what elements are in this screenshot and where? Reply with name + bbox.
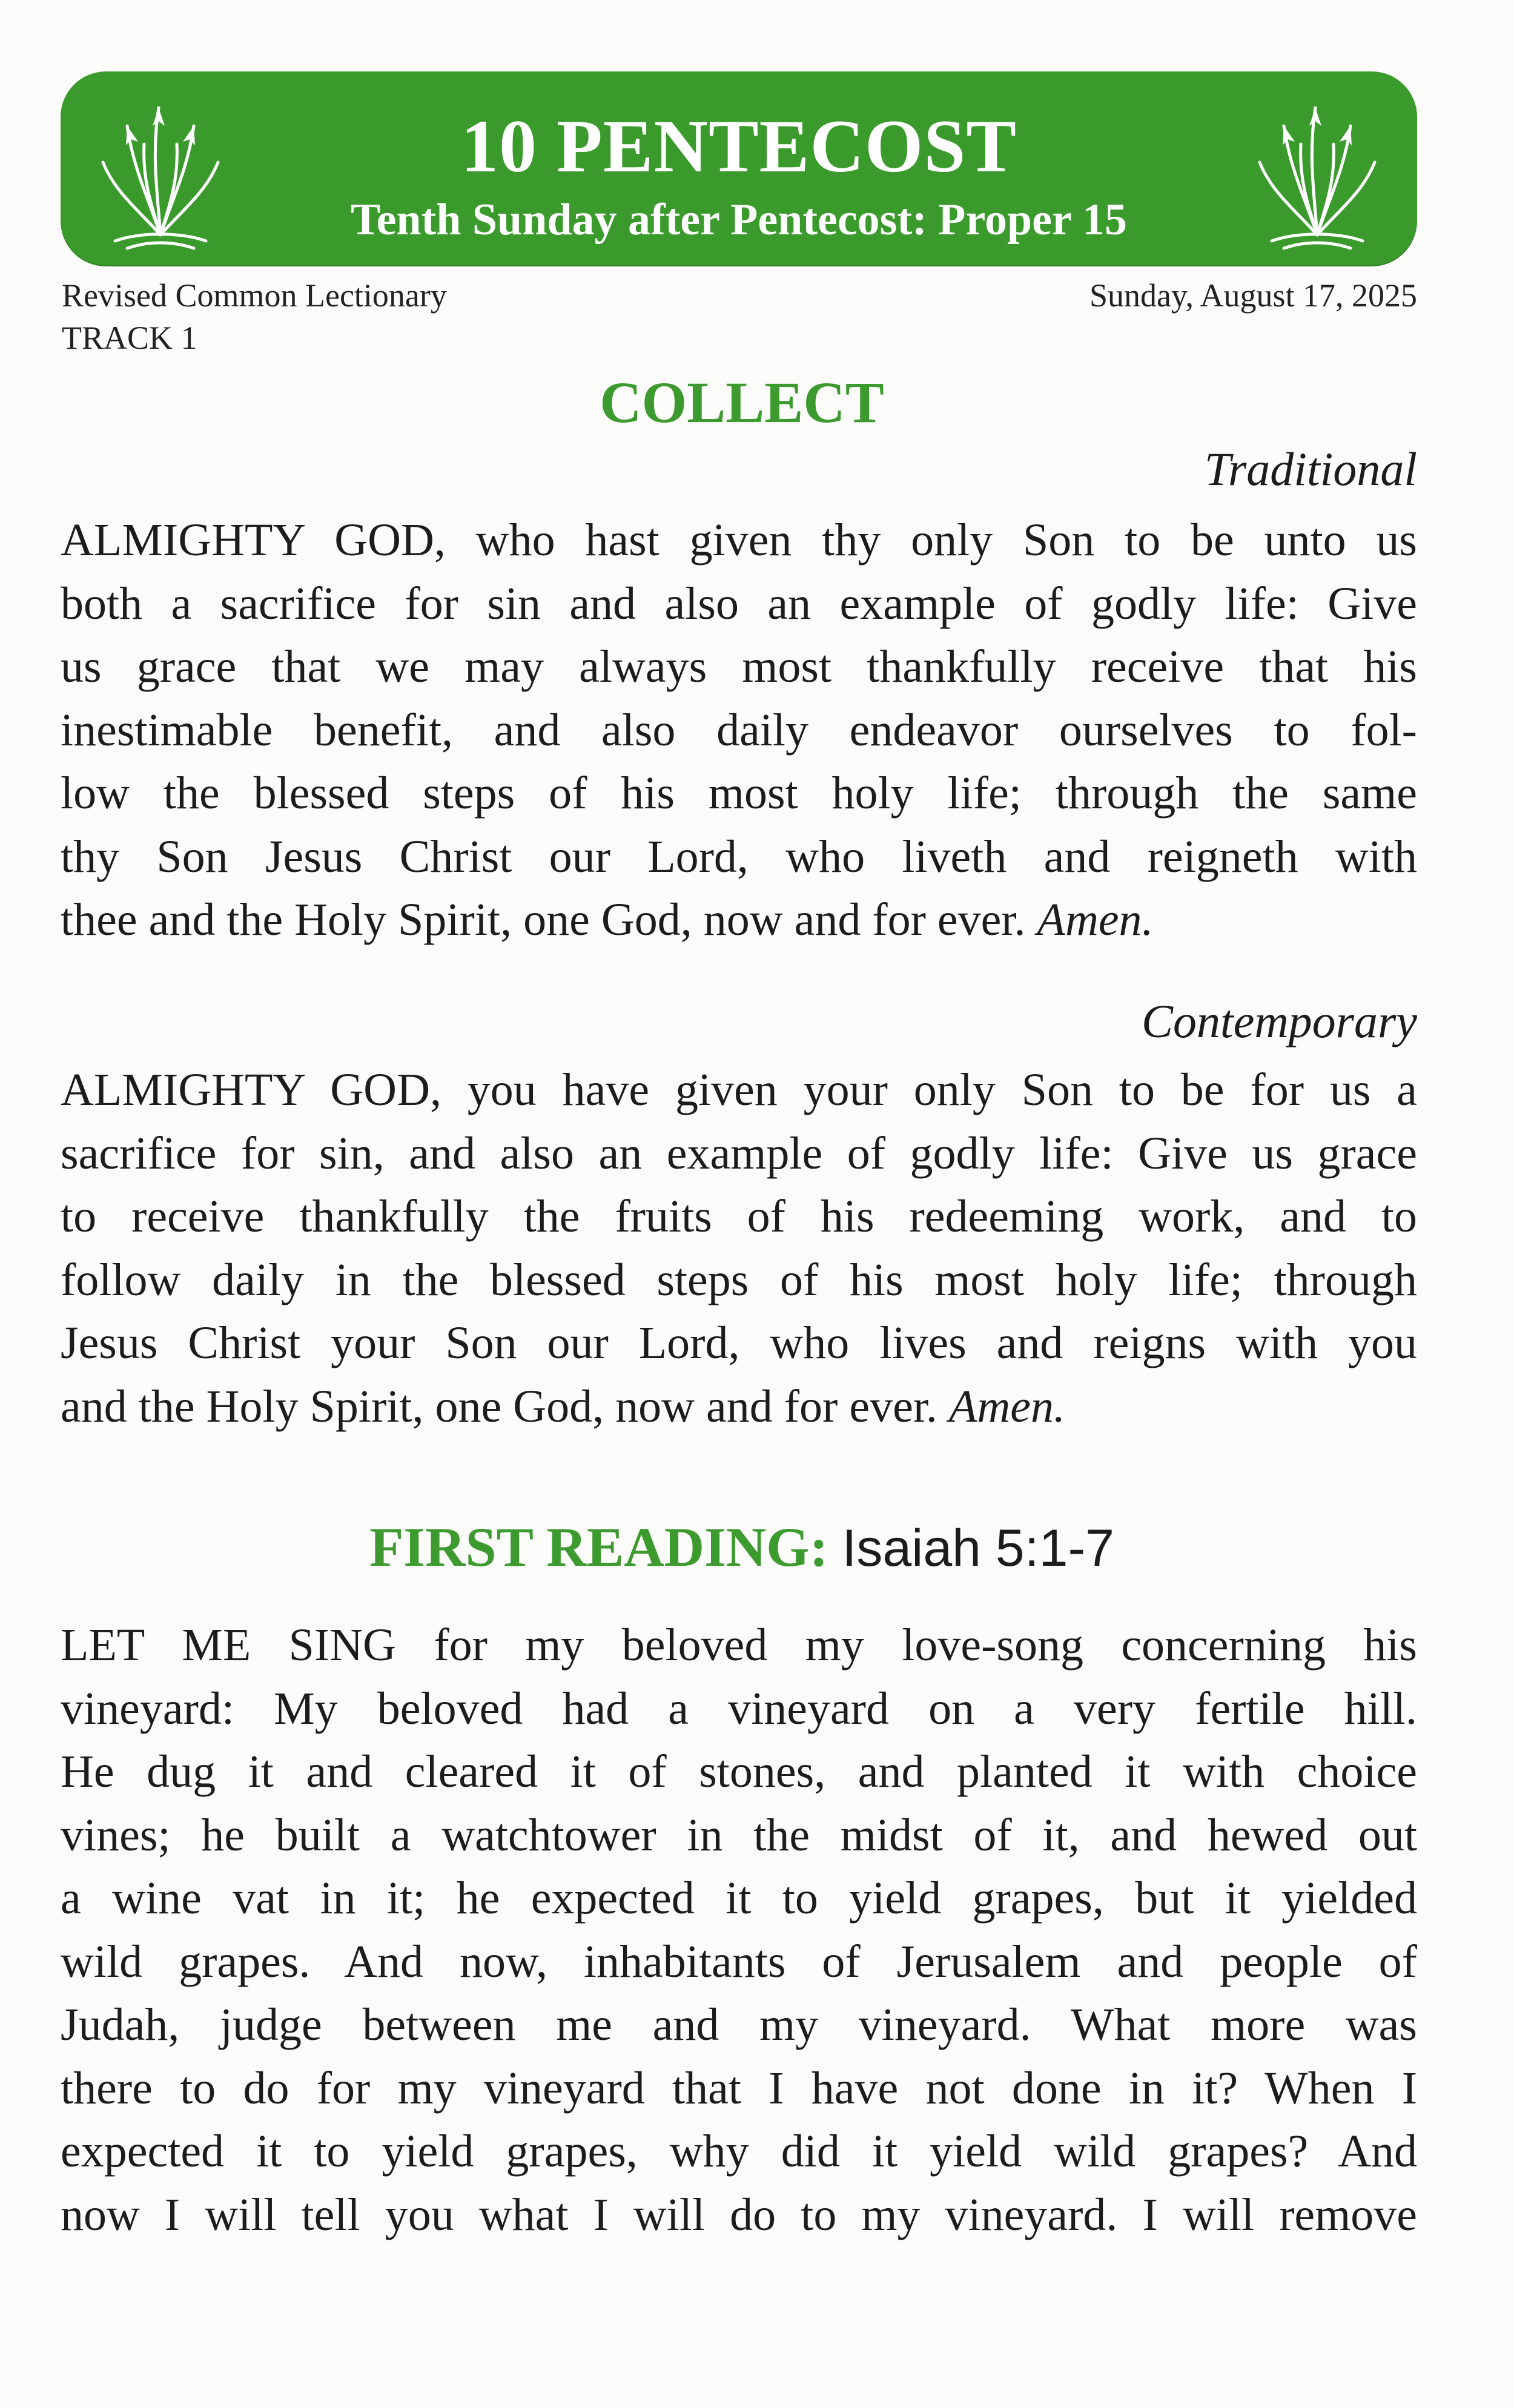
- text-line: sacrifice for sin, and also an example of godly life: Give us grace: [61, 1127, 1417, 1179]
- plant-icon: [1248, 90, 1387, 253]
- header-banner: [61, 71, 1417, 265]
- amen: Amen.: [948, 1380, 1065, 1432]
- collect-traditional-text: [61, 509, 1417, 952]
- banner-subtitle: Tenth Sunday after Pentecost: Proper 15: [351, 195, 1127, 245]
- text-line: both a sacrifice for sin and also an example of godly life: Give: [61, 578, 1417, 629]
- text-line: there to do for my vineyard that I have not done in it? When I: [61, 2062, 1417, 2114]
- text-line: ALMIGHTY GOD, you have given your only Son to be for us a: [61, 1064, 1417, 1115]
- text-line: wild grapes. And now, inhabitants of Jerusalem and people of: [61, 1936, 1417, 1987]
- text-line: vines; he built a watchtower in the midst of it, and hewed out: [61, 1809, 1417, 1861]
- text-line: Judah, judge between me and my vineyard. What more was: [61, 1999, 1417, 2050]
- text-line: LET ME SING for my beloved my love-song concerning his: [61, 1620, 1417, 1671]
- text-line: thee and the Holy Spirit, one God, now and for ever.: [61, 894, 1026, 945]
- lectionary-label: Revised Common Lectionary: [62, 277, 447, 314]
- text-line: us grace that we may always most thankfully receive that his: [61, 641, 1417, 692]
- first-reading-reference: Isaiah 5:1-7: [842, 1519, 1114, 1577]
- text-line: to receive thankfully the fruits of his redeeming work, and to: [61, 1191, 1417, 1242]
- text-line: now I will tell you what I will do to my vineyard. I will remove: [61, 2189, 1417, 2240]
- text-line-last: [61, 1375, 1417, 1439]
- text-line: follow daily in the blessed steps of his most holy life; through: [61, 1254, 1417, 1305]
- amen: Amen.: [1037, 894, 1154, 945]
- text-line: thy Son Jesus Christ our Lord, who liveth and reigneth with: [61, 831, 1417, 882]
- text-line: inestimable benefit, and also daily endeavor ourselves to fol-: [61, 704, 1417, 756]
- first-reading-text: [61, 1614, 1417, 2246]
- traditional-label: Traditional: [1204, 443, 1417, 495]
- contemporary-label: Contemporary: [1142, 995, 1417, 1047]
- collect-contemporary-text: [61, 1058, 1417, 1438]
- text-line: He dug it and cleared it of stones, and planted it with choice: [61, 1746, 1417, 1797]
- track-label: TRACK 1: [62, 320, 197, 356]
- text-line: ALMIGHTY GOD, who hast given thy only Son to be unto us: [61, 515, 1417, 566]
- collect-heading: COLLECT: [600, 370, 884, 435]
- text-line: vineyard: My beloved had a vineyard on a very fertile hill.: [61, 1683, 1417, 1734]
- service-date: Sunday, August 17, 2025: [1089, 277, 1417, 314]
- text-line: Jesus Christ your Son our Lord, who lives and reigns with you: [61, 1318, 1417, 1368]
- banner-title: 10 PENTECOST: [460, 105, 1017, 188]
- text-line: a wine vat in it; he expected it to yield grapes, but it yielded: [61, 1873, 1417, 1924]
- first-reading-label: FIRST READING:: [369, 1516, 828, 1578]
- first-reading-heading: [0, 1514, 1484, 1582]
- text-line: low the blessed steps of his most holy life; through the same: [61, 768, 1417, 819]
- text-line: expected it to yield grapes, why did it yield wild grapes? And: [61, 2126, 1417, 2177]
- text-line-last: [61, 888, 1417, 952]
- text-line: and the Holy Spirit, one God, now and for ever.: [61, 1380, 937, 1432]
